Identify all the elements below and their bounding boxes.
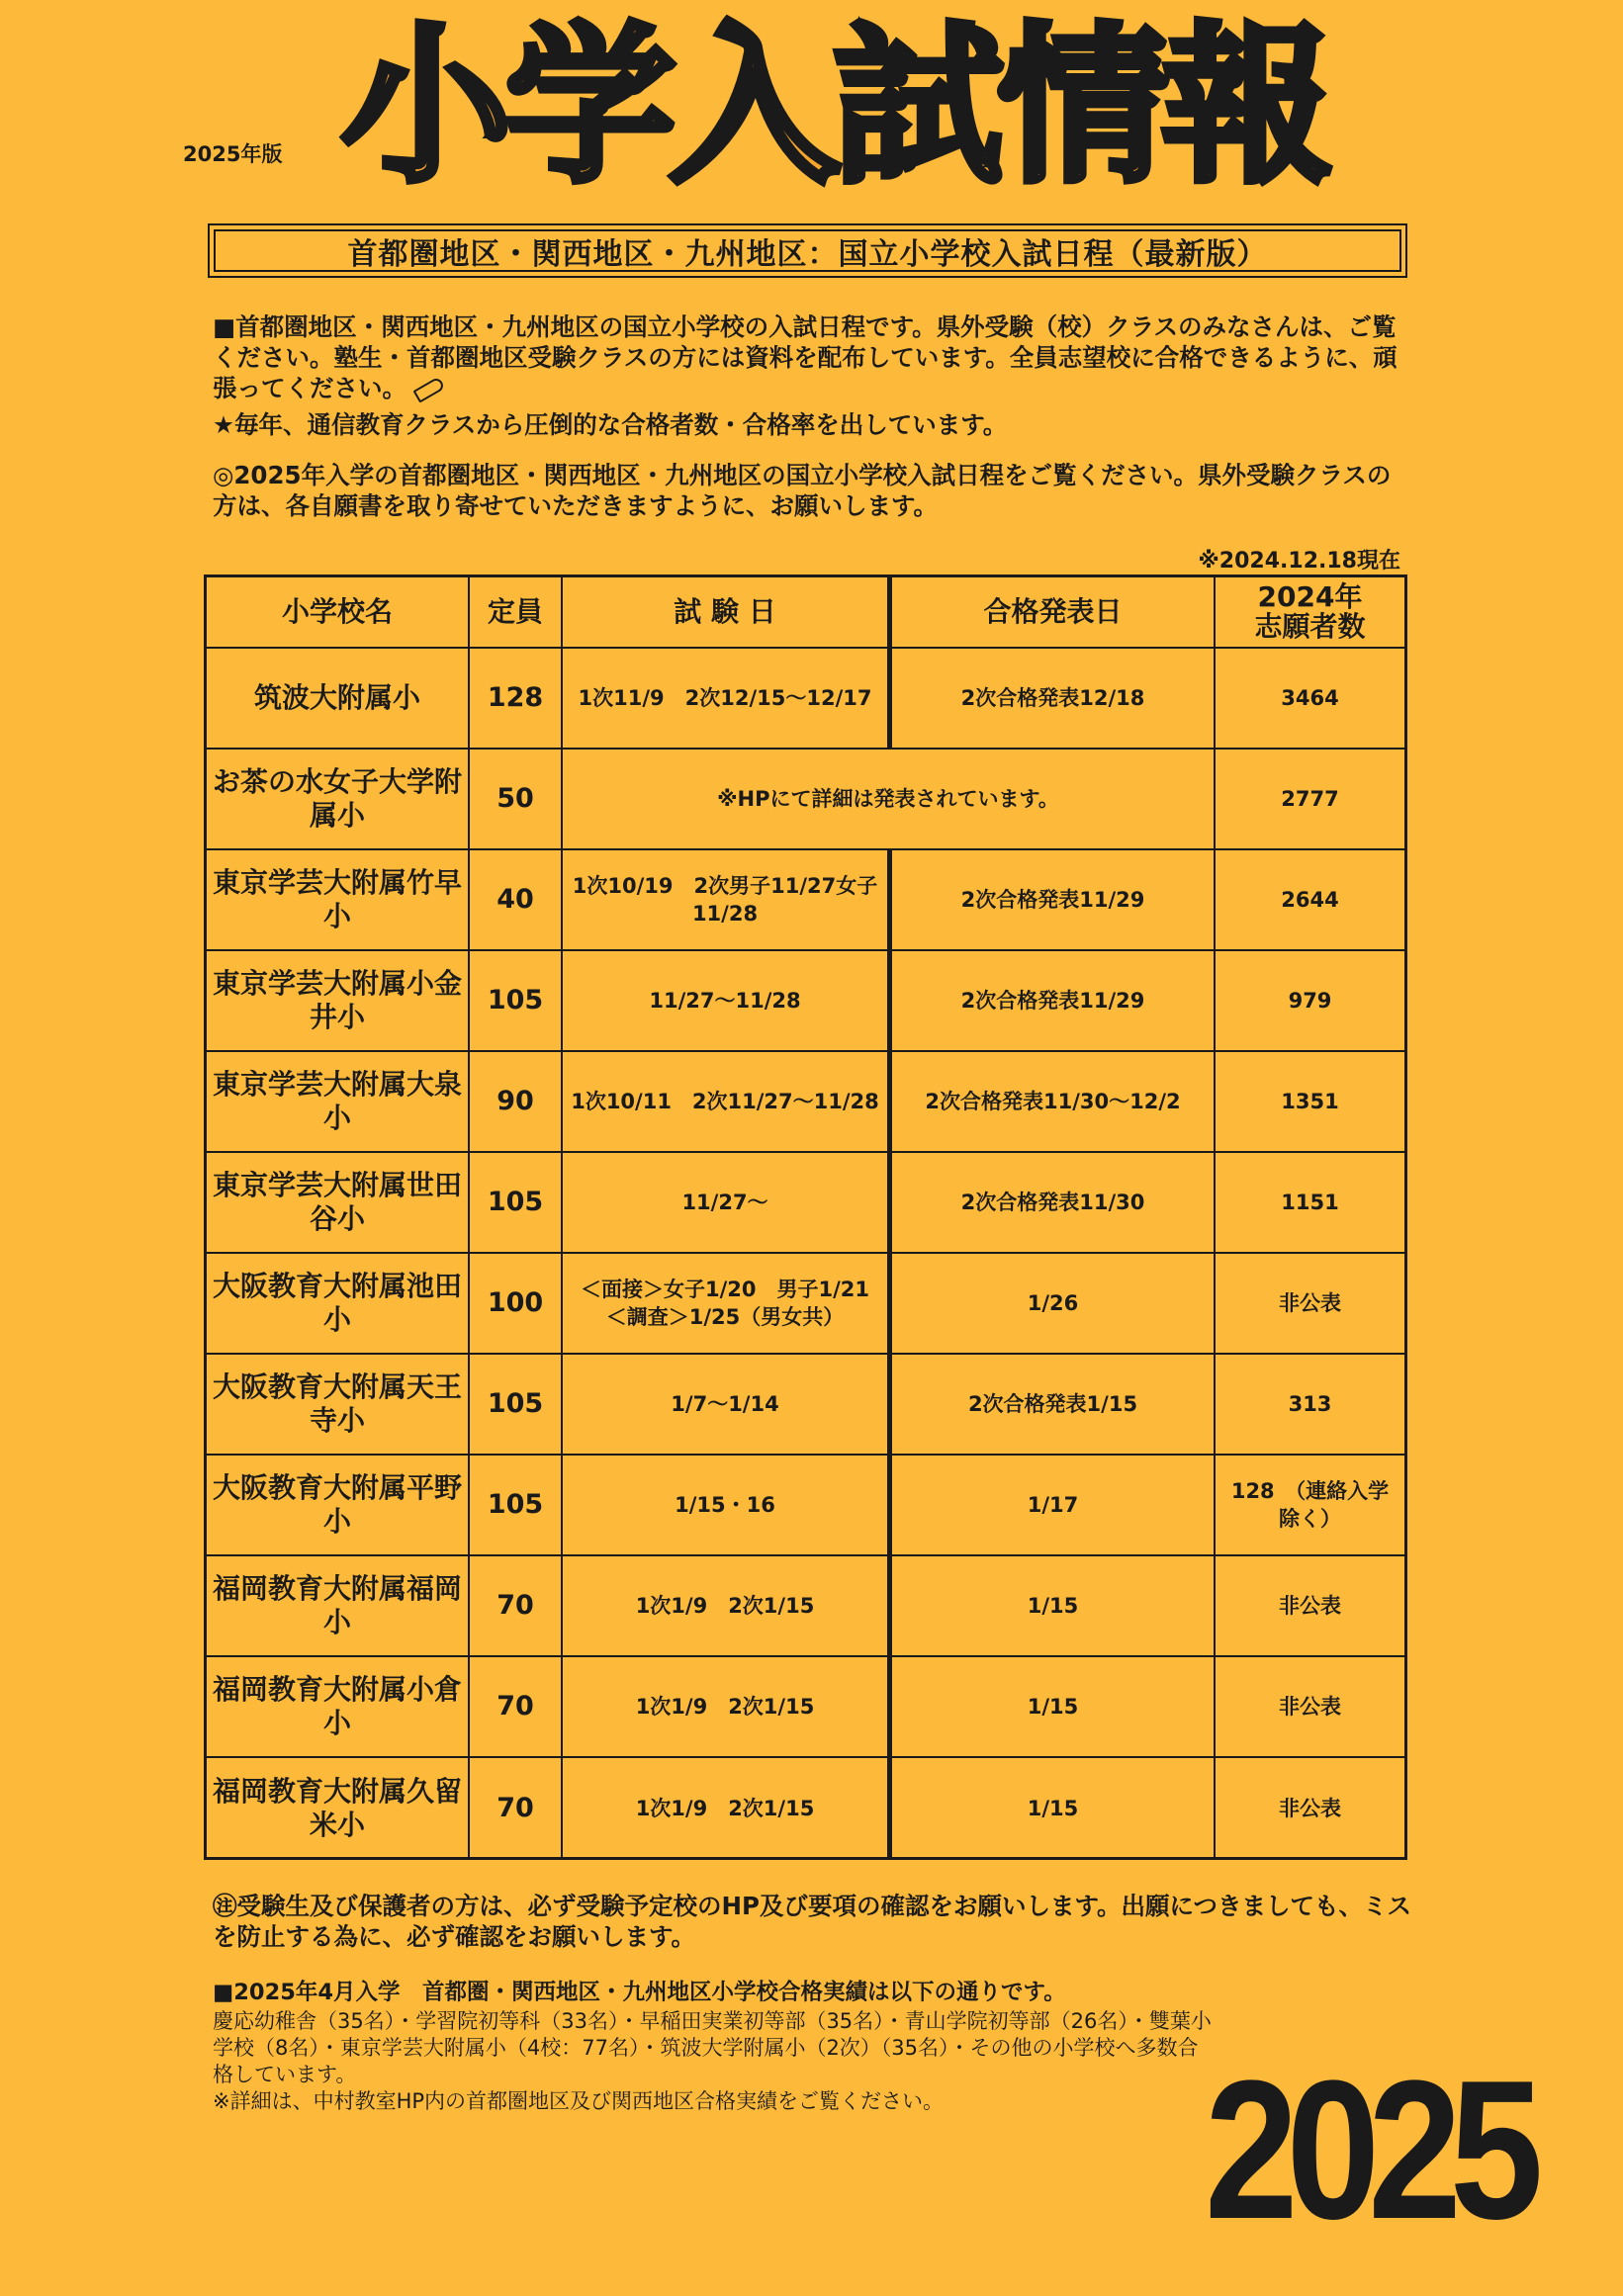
result-date-cell: 2次合格発表11/29 [889, 850, 1216, 951]
as-of-date: ※2024.12.18現在 [1198, 549, 1400, 574]
exam-date-cell: 1/15・16 [563, 1456, 889, 1556]
intro-paragraph-1-text: ■首都圏地区・関西地区・九州地区の国立小学校の入試日程です。県外受験（校）クラスのみなさんは、ご覧ください。塾生・首都圏地区受験クラスの方には資料を配布しています。全員志望校に合格できるように、頑張ってください。 [213, 312, 1398, 402]
exam-date-cell: 1次1/9 2次1/15 [563, 1758, 889, 1859]
school-name-cell: 筑波大附属小 [207, 649, 470, 750]
school-name-cell: 大阪教育大附属平野小 [207, 1456, 470, 1556]
header-exam-date: 試 験 日 [563, 577, 889, 649]
school-name-cell: 福岡教育大附属久留米小 [207, 1758, 470, 1859]
announcement-cell: ※HPにて詳細は発表されています。 [563, 750, 1216, 850]
result-date-cell: 1/15 [889, 1758, 1216, 1859]
subtitle: 首都圏地区・関西地区・九州地区：国立小学校入試日程（最新版） [214, 229, 1401, 272]
pencil-icon [413, 376, 446, 402]
applicants-cell: 2777 [1216, 750, 1404, 850]
header-capacity: 定員 [470, 577, 563, 649]
applicants-cell: 3464 [1216, 649, 1404, 750]
capacity-cell: 128 [470, 649, 563, 750]
intro-section [213, 311, 1409, 521]
exam-date-cell: 11/27～ [563, 1153, 889, 1254]
header-school: 小学校名 [207, 577, 470, 649]
year-mark: 2025 [1205, 2040, 1532, 2260]
exam-date-cell: 1次10/19 2次男子11/27女子11/28 [563, 850, 889, 951]
applicants-cell: 1351 [1216, 1052, 1404, 1153]
header-applicants-label: 志願者数 [1254, 610, 1366, 643]
exam-date-cell: 11/27～11/28 [563, 951, 889, 1052]
result-date-cell: 1/17 [889, 1456, 1216, 1556]
capacity-cell: 70 [470, 1758, 563, 1859]
capacity-cell: 105 [470, 1153, 563, 1254]
result-date-cell: 1/26 [889, 1254, 1216, 1355]
school-name-cell: 大阪教育大附属池田小 [207, 1254, 470, 1355]
applicants-cell: 非公表 [1216, 1657, 1404, 1758]
result-date-cell: 2次合格発表1/15 [889, 1355, 1216, 1456]
exam-date-cell: 1次1/9 2次1/15 [563, 1657, 889, 1758]
results-body: 慶応幼稚舎（35名）・学習院初等科（33名）・早稲田実業初等部（35名）・青山学院初等部（26名）・雙葉小学校（8名）・東京学芸大附属小（4校：77名）・筑波大学附属小（2次）（35名）・その他の小学校へ多数合格しています。 [213, 2009, 1212, 2086]
school-name-cell: 東京学芸大附属竹早小 [207, 850, 470, 951]
edition-label: 2025年版 [183, 142, 283, 166]
capacity-cell: 90 [470, 1052, 563, 1153]
intro-paragraph-1 [213, 311, 1409, 403]
exam-date-cell: ＜面接＞女子1/20 男子1/21 ＜調査＞1/25（男女共） [563, 1254, 889, 1355]
result-date-cell: 1/15 [889, 1556, 1216, 1657]
intro-paragraph-3: ◎2025年入学の首都圏地区・関西地区・九州地区の国立小学校入試日程をご覧ください。県外受験クラスの方は、各自願書を取り寄せていただきますように、お願いします。 [213, 461, 1392, 520]
result-date-cell: 1/15 [889, 1657, 1216, 1758]
subtitle-box [208, 223, 1407, 278]
result-date-cell: 2次合格発表12/18 [889, 649, 1216, 750]
applicants-cell: 非公表 [1216, 1254, 1404, 1355]
header-applicants-year: 2024年 [1257, 580, 1363, 613]
capacity-cell: 100 [470, 1254, 563, 1355]
applicants-cell: 1151 [1216, 1153, 1404, 1254]
applicants-cell: 非公表 [1279, 1797, 1341, 1820]
result-date-cell: 2次合格発表11/30～12/2 [889, 1052, 1216, 1153]
school-name-cell: 福岡教育大附属福岡小 [207, 1556, 470, 1657]
capacity-cell: 70 [470, 1657, 563, 1758]
exam-date-cell: 1次1/9 2次1/15 [563, 1556, 889, 1657]
exam-schedule-table [204, 574, 1407, 1860]
applicants-cell: 2644 [1216, 850, 1404, 951]
school-name-cell: 東京学芸大附属世田谷小 [207, 1153, 470, 1254]
school-name-cell: お茶の水女子大学附属小 [207, 750, 470, 850]
school-name-cell: 東京学芸大附属小金井小 [207, 951, 470, 1052]
exam-date-cell: 1次10/11 2次11/27～11/28 [563, 1052, 889, 1153]
capacity-cell: 70 [470, 1556, 563, 1657]
result-date-cell: 2次合格発表11/29 [889, 951, 1216, 1052]
capacity-cell: 105 [470, 1355, 563, 1456]
school-name-cell: 大阪教育大附属天王寺小 [207, 1355, 470, 1456]
results-heading: ■2025年4月入学 首都圏・関西地区・九州地区小学校合格実績は以下の通りです。 [213, 1980, 1066, 2005]
results-detail: ※詳細は、中村教室HP内の首都圏地区及び関西地区合格実績をご覧ください。 [213, 2089, 945, 2113]
exam-date-cell: 1次11/9 2次12/15～12/17 [563, 649, 889, 750]
applicants-cell: 非公表 [1216, 1556, 1404, 1657]
applicants-cell: 979 [1216, 951, 1404, 1052]
capacity-cell: 40 [470, 850, 563, 951]
header-applicants [1216, 577, 1404, 649]
capacity-cell: 105 [470, 951, 563, 1052]
capacity-cell: 50 [470, 750, 563, 850]
exam-date-cell: 1/7～1/14 [563, 1355, 889, 1456]
result-date-cell: 2次合格発表11/30 [889, 1153, 1216, 1254]
applicants-cell: 313 [1216, 1355, 1404, 1456]
intro-paragraph-2: ★毎年、通信教育クラスから圧倒的な合格者数・合格率を出しています。 [213, 410, 1008, 439]
school-name-cell: 東京学芸大附属大泉小 [207, 1052, 470, 1153]
page-title: 小学入試情報 [341, 7, 1326, 206]
school-name-cell: 福岡教育大附属小倉小 [207, 1657, 470, 1758]
header-result-date: 合格発表日 [889, 577, 1216, 649]
applicants-cell: 128 （連絡入学除く） [1216, 1456, 1404, 1556]
results-section [213, 1980, 1212, 2115]
capacity-cell: 105 [470, 1456, 563, 1556]
caution-note: ㊟受験生及び保護者の方は、必ず受験予定校のHP及び要項の確認をお願いします。出願につきましても、ミスを防止する為に、必ず確認をお願いします。 [213, 1892, 1412, 1951]
